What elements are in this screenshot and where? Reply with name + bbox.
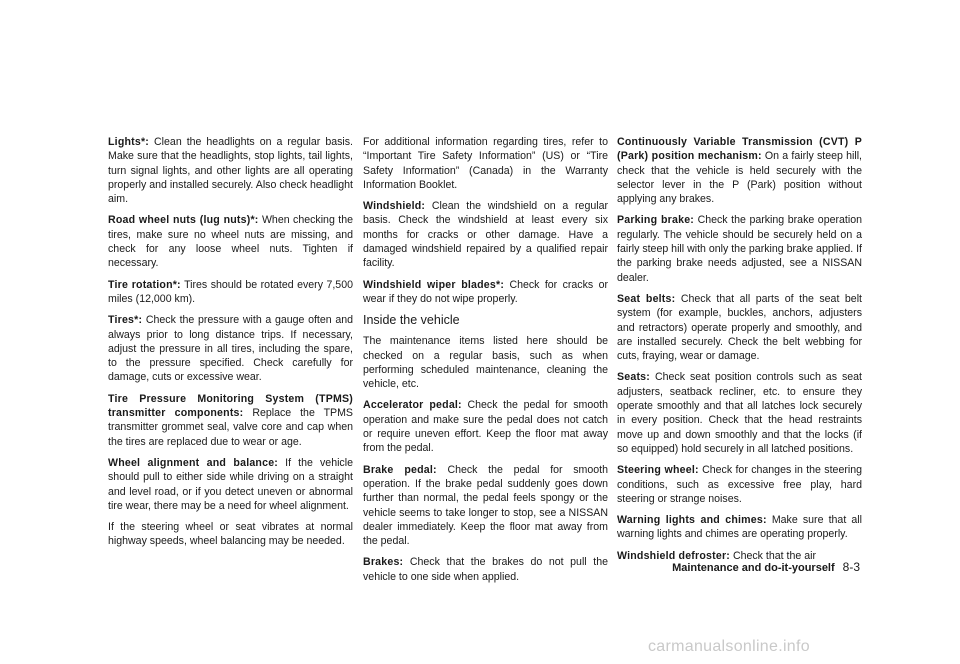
paragraph-term: Parking brake: — [617, 214, 695, 227]
paragraph-term: Windshield defroster: — [617, 549, 730, 562]
paragraph-text: The maintenance items listed here should be checked on a regular basis, such as when performing scheduled maintenance, cleaning the vehicle, etc. — [363, 335, 608, 391]
footer-section-title: Maintenance and do-it-yourself — [672, 562, 835, 574]
paragraph — [617, 213, 862, 284]
paragraph — [108, 278, 353, 307]
paragraph-text: Replace the TPMS transmitter grommet seal, valve core and cap when the tires are replaced due to wear or age. — [108, 407, 353, 448]
paragraph-text: Clean the windshield on a regular basis. Check the windshield at least every six months for cracks or other damage. Have a damaged windshield repaired by a qualified repair facility. — [363, 200, 608, 270]
paragraph-term: Wheel alignment and balance: — [108, 456, 279, 469]
page-number: 8-3 — [842, 560, 860, 574]
paragraph — [363, 199, 608, 270]
text-column-3 — [617, 135, 862, 570]
paragraph-term: Lights*: — [108, 136, 150, 148]
paragraph-text: When checking the tires, make sure no wheel nuts are missing, and check for any loose wheel nuts. Tighten if necessary. — [108, 214, 353, 270]
text-column-2 — [363, 135, 608, 591]
paragraph-term: Seats: — [617, 371, 650, 384]
paragraph-text: Check for cracks or wear if they do not wipe properly. — [363, 278, 608, 305]
paragraph — [363, 398, 608, 455]
paragraph-term: Steering wheel: — [617, 464, 699, 477]
paragraph-text: Check the parking brake operation regularly. The vehicle should be securely held on a fairly steep hill with only the parking brake applied. If the parking brake needs adjusted, see a NISSAN dealer. — [617, 214, 862, 284]
paragraph-text: Check the pedal for smooth operation and make sure the pedal does not catch or require uneven effort. Keep the floor mat away from the pedal. — [363, 399, 608, 455]
paragraph-text: On a fairly steep hill, check that the vehicle is held securely with the selector lever in the P (Park) position without applying any brakes. — [617, 150, 863, 206]
paragraph — [108, 213, 353, 270]
paragraph-text: Check that the air — [732, 549, 816, 562]
paragraph — [617, 370, 862, 456]
paragraph — [363, 135, 608, 192]
paragraph-term: Brake pedal: — [363, 463, 437, 476]
page-footer — [660, 560, 860, 574]
paragraph — [617, 292, 862, 363]
paragraph-text: If the steering wheel or seat vibrates at normal highway speeds, wheel balancing may be needed. — [108, 521, 353, 548]
text-column-1 — [108, 135, 353, 556]
paragraph-term: Windshield wiper blades*: — [363, 278, 505, 291]
paragraph — [617, 513, 862, 542]
paragraph-text: Check for changes in the steering conditions, such as excessive free play, hard steering or strange noises. — [617, 464, 863, 505]
paragraph-term: Seat belts: — [617, 292, 676, 305]
paragraph — [108, 313, 353, 384]
watermark: carmanualsonline.info — [648, 638, 810, 655]
paragraph-text: Check the pressure with a gauge often and always prior to long distance trips. If necessary, adjust the pressure in all tires, including the spare, to the pressure specified. Check carefully for damage, cuts or excessive wear. — [108, 314, 353, 384]
paragraph-text: Clean the headlights on a regular basis. Make sure that the headlights, stop lights, tail lights, turn signal lights, and other lights are all operating properly and installed securely. Also check headlight aim. — [108, 136, 353, 206]
paragraph — [617, 135, 862, 206]
paragraph-text: Check the pedal for smooth operation. If the brake pedal suddenly goes down further than normal, the pedal feels spongy or the vehicle seems to take longer to stop, see a NISSAN dealer immediately. Keep the floor mat away from the pedal. — [363, 463, 608, 548]
paragraph — [363, 555, 608, 584]
paragraph-text: Check that the brakes do not pull the vehicle to one side when applied. — [363, 556, 608, 583]
paragraph — [108, 520, 353, 549]
paragraph — [363, 463, 608, 549]
paragraph-term: Warning lights and chimes: — [617, 514, 767, 527]
paragraph-text: Check that all parts of the seat belt system (for example, buckles, anchors, adjusters and retractors) operate properly and smoothly, and are installed securely. Check the belt webbing for cuts, fraying, wear or damage. — [617, 292, 862, 363]
paragraph-term: Brakes: — [363, 556, 404, 569]
section-heading: Inside the vehicle — [363, 313, 460, 328]
paragraph-text: If the vehicle should pull to either side while driving on a straight and level road, or if you detect uneven or abnormal tire wear, there may be a need for wheel alignment. — [108, 456, 353, 512]
paragraph-term: Tires*: — [108, 314, 143, 327]
paragraph — [617, 463, 862, 506]
paragraph-term: Accelerator pedal: — [363, 399, 462, 412]
paragraph-text: Make sure that all warning lights and chimes are operating properly. — [617, 514, 862, 541]
paragraph-text: Check seat position controls such as seat adjusters, seatback recliner, etc. to ensure they operate smoothly and that all latches lock securely in every position. Check that the head restraints move up and down smoothly and that the locks (if so equipped) hold securely in all latched positions. — [617, 371, 862, 455]
paragraph — [363, 278, 608, 307]
paragraph — [108, 456, 353, 513]
paragraph-term: Windshield: — [363, 200, 426, 213]
paragraph-term: Road wheel nuts (lug nuts)*: — [108, 214, 259, 227]
paragraph-term: Tire Pressure Monitoring System (TPMS) transmitter components: — [108, 392, 353, 420]
paragraph-term: Continuously Variable Transmission (CVT) P (Park) position mechanism: — [617, 136, 862, 163]
paragraph-term: Tire rotation*: — [108, 278, 181, 291]
paragraph — [108, 135, 353, 206]
paragraph-text: For additional information regarding tires, refer to “Important Tire Safety Information” (US) or “Tire Safety Information” (Canada) in the Warranty Information Booklet. — [363, 136, 608, 191]
paragraph — [108, 392, 353, 449]
paragraph-text: Tires should be rotated every 7,500 miles (12,000 km). — [108, 278, 353, 305]
paragraph — [363, 334, 608, 391]
